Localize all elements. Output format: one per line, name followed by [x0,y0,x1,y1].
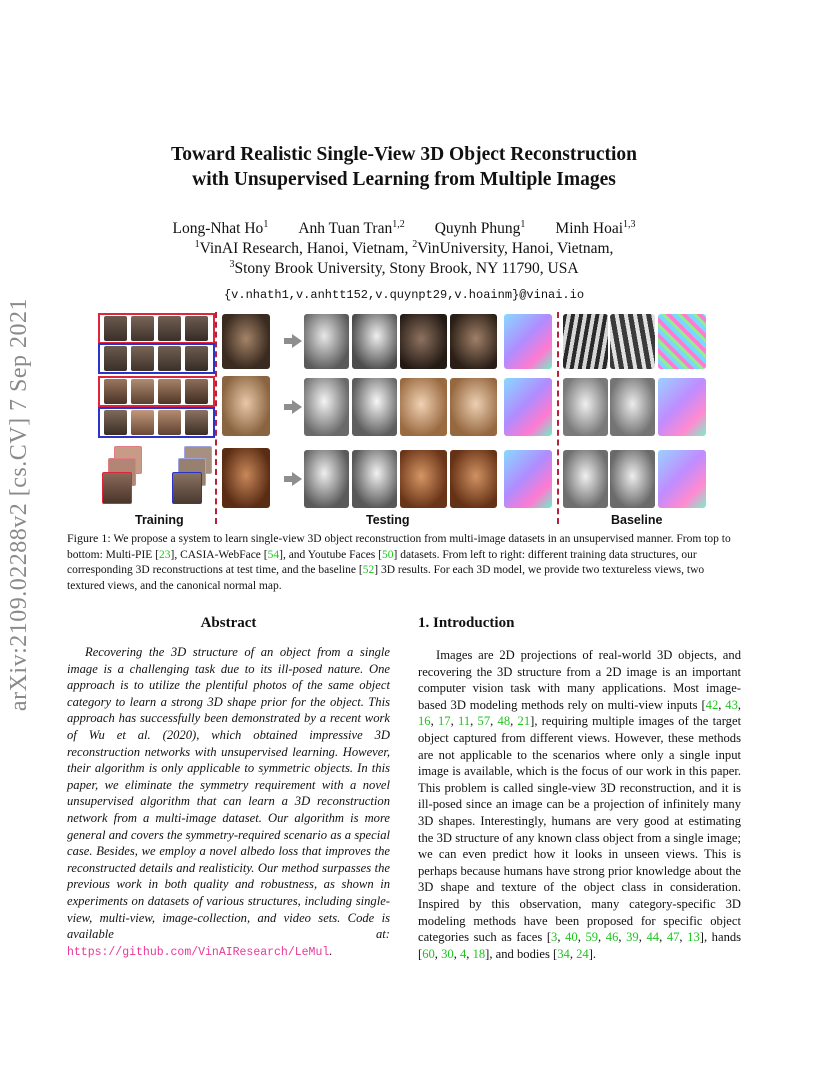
training-face-thumbnail [131,316,154,341]
arrow-icon [292,400,302,414]
shape-render-textureless [304,450,349,508]
arxiv-identifier: arXiv:2109.02288v2 [cs.CV] 7 Sep 2021 [6,297,33,711]
title-line-2: with Unsupervised Learning from Multiple Images [192,169,616,190]
citation-link[interactable]: 47 [666,930,680,945]
citation-link[interactable]: 42 [705,697,719,712]
baseline-render-textureless [563,450,608,508]
citation-link[interactable]: 23 [159,548,171,561]
training-face-thumbnail [185,410,208,435]
training-face-thumbnail [185,346,208,371]
citation-link[interactable]: 39 [626,930,639,945]
author: Long-Nhat Ho$^1$ [172,218,269,237]
baseline-normal-map [658,450,706,508]
introduction-body: Images are 2D projections of real-world 3D objects, and recovering the 3D structure from a 2D image is an important computer vision task with many applications. Most image-based 3D modeling methods rely on multi-view inputs [42, 43, 16, 17, 11, 57, 48, 21], requiring multiple images of the target object captured from different views. However, these methods are not applicable to the scenarios where only a single input image is available, which is the focus of our work in this paper. This problem is called single-view 3D reconstruction, and it is ill-posed since an image can be a projection of infinitely many 3D shapes. Interestingly, humans are very good at estimating the 3D structure of any known class object from a single image; we can even predict how it looks in unseen views. This is perhaps because humans have strong prior knowledge about the 3D shape and texture of the object class in consideration. Inspired by this observation, many category-specific 3D modeling methods have been proposed for specific object categories such as faces [3, 40, 59, 46, 39, 44, 47, 13], hands [60, 30, 4, 18], and bodies [34, 24]. [418,648,742,961]
baseline-render-textureless [610,450,655,508]
author-names [120,219,688,239]
introduction-column [418,612,741,962]
normal-map [504,314,552,369]
training-face-thumbnail [158,410,181,435]
baseline-render-textureless [563,314,608,369]
citation-link[interactable]: 13 [687,930,700,945]
citation-link[interactable]: 46 [605,930,619,945]
citation-link[interactable]: 50 [381,548,394,561]
title-line-1: Toward Realistic Single-View 3D Object Reconstruction [171,144,637,165]
shape-render-textureless [304,378,349,436]
input-face-image [222,376,270,436]
citation-link[interactable]: 4 [459,946,467,961]
citation-link[interactable]: 3 [551,930,558,945]
affiliation-line-2: $^3$Stony Brook University, Stony Brook, NY 11790, USA [229,258,579,277]
citation-link[interactable]: 43 [725,697,738,712]
video-frame-stack [102,472,132,504]
shape-render-textured [400,378,447,436]
introduction-heading: 1. Introduction [418,615,515,631]
author: Anh Tuan Tran$^{1,2}$ [298,218,405,237]
normal-map [504,450,552,508]
shape-render-textureless [352,378,397,436]
citation-link[interactable]: 57 [477,714,491,729]
shape-render-textureless [304,314,349,369]
label-testing: Testing [366,513,410,527]
training-testing-divider [215,312,217,524]
shape-render-textureless [352,314,397,369]
shape-render-textured [400,450,447,508]
arrow-icon [292,472,302,486]
citation-link[interactable]: 34 [557,946,570,961]
citation-link[interactable]: 40 [565,930,578,945]
training-face-thumbnail [158,346,181,371]
author: Quynh Phung$^1$ [434,218,526,237]
shape-render-textured [400,314,447,369]
baseline-normal-map [658,314,706,369]
figure-caption: Figure 1: We propose a system to learn single-view 3D object reconstruction from multi-image datasets in an unsupervised manner. From top to bottom: Multi-PIE [23], CASIA-WebFace [54], and Youtube Faces [50] datasets. From left to right: different training data structures, our corresponding 3D reconstructions at test time, and the baseline [52] 3D results. For each 3D model, we provide two textureless views, two textured views, and the canonical normal map. [67,531,731,592]
citation-link[interactable]: 11 [458,714,471,729]
training-face-thumbnail [185,379,208,404]
citation-link[interactable]: 24 [576,946,589,961]
citation-link[interactable]: 44 [646,930,660,945]
training-face-thumbnail [131,379,154,404]
shape-render-textureless [352,450,397,508]
citation-link[interactable]: 48 [497,714,511,729]
normal-map [504,378,552,436]
shape-render-textured [450,378,497,436]
abstract-body: Recovering the 3D structure of an object from a single image is a challenging task due to its ill-posed nature. One approach is to utilize the plentiful photos of the same object category to learn a strong 3D shape prior for the object. This approach has successfully been demonstrated by a recent work of Wu et al. (2020), which obtained impressive 3D reconstruction networks with unsupervised learning. However, their algorithm is only applicable to symmetric objects. In this paper, we eliminate the symmetry requirement with a novel unsupervised algorithm that can learn a 3D reconstruction network from a multi-image dataset. Our algorithm is more general and covers the symmetry-required scenario as a special case. Besides, we employ a novel albedo loss that improves the reconstructed details and realisticity. Our method surpasses the previous work in both quality and robustness, as shown in experiments on datasets of various structures, including single-view, multi-view, image-collection, and video sets. Code is available at: https://github.com/VinAIResearch/LeMul. [67,645,390,959]
citation-link[interactable]: 16 [418,714,431,729]
citation-link[interactable]: 59 [585,930,599,945]
abstract-column [67,612,390,961]
code-url-link[interactable]: https://github.com/VinAIResearch/LeMul [67,945,330,959]
citation-link[interactable]: 30 [441,946,454,961]
author-block [120,219,688,305]
training-face-thumbnail [131,346,154,371]
training-face-thumbnail [104,379,127,404]
training-face-thumbnail [158,379,181,404]
training-face-thumbnail [104,346,127,371]
figure-1 [98,312,710,530]
citation-link[interactable]: 52 [362,564,375,576]
input-face-image [222,448,270,508]
paper-title [130,142,678,192]
baseline-render-textureless [563,378,608,436]
testing-baseline-divider [557,312,559,524]
abstract-heading: Abstract [200,615,257,631]
citation-link[interactable]: 17 [438,714,451,729]
affiliation-line-1: $^1$VinAI Research, Hanoi, Vietnam, $^2$VinUniversity, Hanoi, Vietnam, [194,238,614,257]
label-baseline: Baseline [611,513,663,527]
author-emails: {v.nhath1,v.anhtt152,v.quynpt29,v.hoainm}@vinai.io [223,288,585,302]
arrow-icon [292,334,302,348]
label-training: Training [135,513,184,527]
input-face-image [222,314,270,369]
author: Minh Hoai$^{1,3}$ [555,218,636,237]
shape-render-textured [450,450,497,508]
citation-link[interactable]: 54 [267,548,280,561]
training-face-thumbnail [185,316,208,341]
citation-link[interactable]: 60 [422,946,435,961]
video-frame-stack [172,472,202,504]
citation-link[interactable]: 21 [517,714,531,729]
baseline-render-textureless [610,314,655,369]
baseline-render-textureless [610,378,655,436]
training-face-thumbnail [104,316,127,341]
citation-link[interactable]: 18 [472,946,486,961]
training-face-thumbnail [131,410,154,435]
shape-render-textured [450,314,497,369]
baseline-normal-map [658,378,706,436]
training-face-thumbnail [158,316,181,341]
training-face-thumbnail [104,410,127,435]
